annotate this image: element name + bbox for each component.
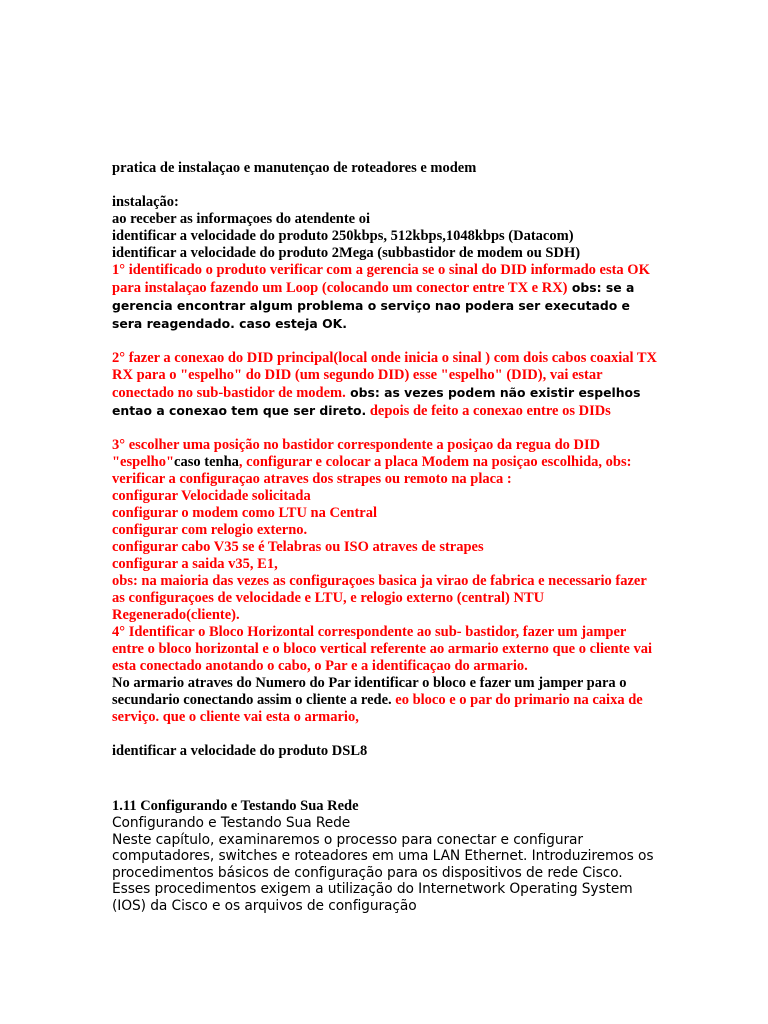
config-item: configurar o modem como LTU na Central bbox=[112, 505, 378, 521]
section-heading: 1.11 Configurando e Testando Sua Rede bbox=[112, 798, 359, 814]
step-3-text-a: escolher uma posição no bastidor correspondente a posiçao da regua do DID "espelho" bbox=[112, 437, 601, 470]
section-body: Neste capítulo, examinaremos o processo para conectar e configurar computadores, switches e roteadores em uma LAN Ethernet. Introduziremos os procedimentos básicos de configuração para os dispositivos de rede Cisco. Esses procedimentos exigem a utilização do Internetwork Operating System (IOS) da Cisco e os arquivos de configuração bbox=[112, 831, 654, 914]
document-page bbox=[112, 160, 658, 914]
config-item: configurar Velocidade solicitada bbox=[112, 488, 311, 504]
instalacao-heading: instalação: bbox=[112, 194, 179, 210]
step-2-tail: depois de feito a conexao entre os DIDs bbox=[366, 403, 611, 419]
step-3 bbox=[112, 437, 658, 488]
step-3-text-b: , configurar e colocar a placa Modem na posiçao escolhida, obs: verificar a configuraçao atraves dos strapes ou remoto na placa : bbox=[112, 454, 632, 487]
dsl-line: identificar a velocidade do produto DSL8 bbox=[112, 743, 368, 759]
step-2 bbox=[112, 350, 658, 420]
step-1-obs: obs: se a gerencia encontrar algum problema o serviço nao podera ser executado e sera reagendado. caso esteja OK. bbox=[112, 280, 635, 331]
step-1-text: identificado o produto verificar com a gerencia se o sinal do DID informado esta OK para instalaçao fazendo um Loop (colocando um conector entre TX e RX) bbox=[112, 262, 650, 296]
step-2-obs: obs: as vezes podem não existir espelhos entao a conexao tem que ser direto. bbox=[112, 385, 641, 418]
intro-line: identificar a velocidade do produto 250kbps, 512kbps,1048kbps (Datacom) bbox=[112, 228, 574, 244]
intro-line: ao receber as informaçoes do atendente oi bbox=[112, 211, 370, 227]
step-1 bbox=[112, 262, 658, 333]
config-item: configurar a saida v35, E1, bbox=[112, 556, 278, 572]
section-subtitle: Configurando e Testando Sua Rede bbox=[112, 815, 351, 831]
step-4-continued bbox=[112, 675, 658, 726]
intro-line: identificar a velocidade do produto 2Mega (subbastidor de modem ou SDH) bbox=[112, 245, 581, 261]
step-2-number: 2° bbox=[112, 350, 126, 366]
step-4 bbox=[112, 624, 658, 675]
doc-title: pratica de instalaçao e manutençao de roteadores e modem bbox=[112, 160, 477, 176]
config-item: configurar com relogio externo. bbox=[112, 522, 308, 538]
step-4-black: No armario atraves do Numero do Par identificar o bloco e fazer um jamper para o secundario conectando assim o cliente a rede. bbox=[112, 675, 627, 708]
step-4-text: Identificar o Bloco Horizontal correspondente ao sub- bastidor, fazer um jamper entre o bloco horizontal e o bloco vertical referente ao armario externo que o cliente vai esta conectado anotando o cabo, o Par e a identificaçao do armario. bbox=[112, 624, 652, 674]
step-3-obs: obs: na maioria das vezes as configuraçoes basica ja virao de fabrica e necessario fazer as configuraçoes de velocidade e LTU, e relogio externo (central) NTU Regenerado(cliente). bbox=[112, 573, 647, 623]
step-4-tail: eo bloco e o par do primario na caixa de serviço. que o cliente vai esta o armario, bbox=[112, 692, 643, 725]
step-3-number: 3° bbox=[112, 437, 126, 453]
step-1-number: 1° bbox=[112, 262, 126, 278]
config-item: configurar cabo V35 se é Telabras ou ISO atraves de strapes bbox=[112, 539, 484, 555]
step-4-number: 4° bbox=[112, 624, 126, 640]
step-2-text: fazer a conexao do DID principal(local onde inicia o sinal ) com dois cabos coaxial TX RX para o "espelho" do DID (um segundo DID) esse "espelho" (DID), vai estar conectado no sub-bastidor de modem. bbox=[112, 350, 658, 401]
step-3-black: caso tenha bbox=[174, 454, 239, 470]
